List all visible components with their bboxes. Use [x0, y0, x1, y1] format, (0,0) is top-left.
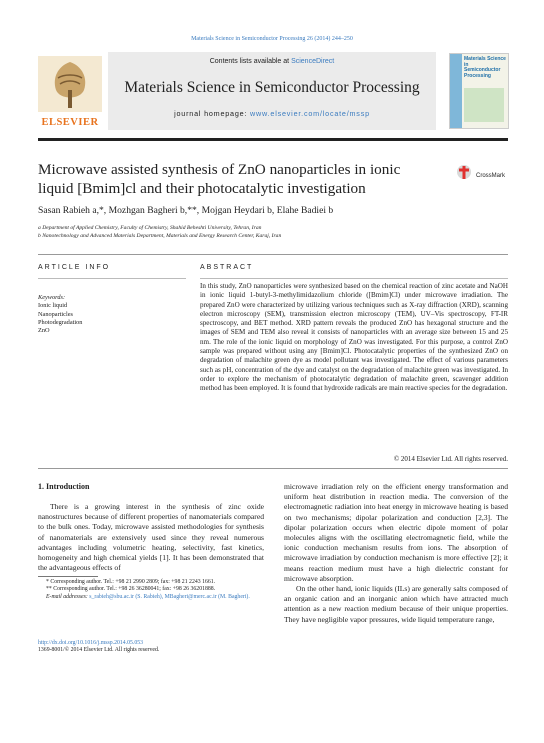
author-list[interactable]: Sasan Rabieh a,*, Mozhgan Bagheri b,**, Mojgan Heydari b, Elahe Badiei b: [38, 205, 334, 216]
footnotes: [38, 579, 264, 601]
abstract-heading: ABSTRACT: [200, 264, 254, 271]
intro-right-column: [284, 482, 508, 625]
issn-copyright: 1369-8001/© 2014 Elsevier Ltd. All rights reserved.: [38, 647, 160, 654]
crossmark-label: CrossMark: [476, 173, 506, 179]
publisher-name: ELSEVIER: [41, 117, 99, 128]
article-title: Microwave assisted synthesis of ZnO nanoparticles in ionic liquid [Bmim]cl and their photocatalytic investigation: [38, 161, 401, 197]
crossmark-badge[interactable]: [456, 164, 510, 182]
body-rule: [38, 468, 508, 469]
keywords-label: Keywords:: [38, 294, 66, 301]
info-subrule: [38, 278, 186, 279]
intro-right-paragraph-1: microwave irradiation rely on the efficient energy transformation and uniform heat distribution in reaction media. The conversion of the electromagnetic radiation into heat energy in microwave heating is based on two mechanisms; dipolar polarization and conduction [2,3]. The dipolar polarization occurs when electric dipole moment of polar molecules aligns with the oscillating electromagnetic field, while the ionic conduction mechanism results from ions. The absorption of microwave irradiation by conduction mechanism is more effective [2]; it means reaction medium must have a high dielectric constant for microwave absorption.: [284, 482, 508, 583]
keyword-item: Nanoparticles: [38, 310, 73, 318]
affiliation-a: a Department of Applied Chemistry, Faculty of Chemistry, Shahid Beheshti University, Tehran, Iran: [38, 225, 262, 231]
cover-title: Materials Science in Semiconductor Processing: [464, 56, 506, 79]
article-info-heading: ARTICLE INFO: [38, 264, 111, 271]
doi-block: [38, 640, 264, 655]
contents-line: Contents lists available at ScienceDirect: [209, 58, 335, 65]
elsevier-logo: [38, 56, 102, 126]
cover-stripe: [450, 54, 462, 128]
journal-citation[interactable]: Materials Science in Semiconductor Processing 26 (2014) 244–250: [191, 36, 353, 42]
keywords-block: [38, 294, 178, 335]
journal-homepage-line: journal homepage: www.elsevier.com/locate/mssp: [174, 109, 370, 118]
abstract-text: In this study, ZnO nanoparticles were synthesized based on the chemical reaction of zinc acetate and NaOH in ionic liquid 1-butyl-3-methylimidazolium chloride ([Bmim]Cl) under microwave irradiation. The prepared ZnO were characterized by utilizing various techniques such as X-ray diffraction (XRD), scanning electron microscopy (SEM), transmission electron microscopy (TEM), UV–Vis spectroscopy, FT-IR spectroscopy, and BET method. XRD pattern reveals the produced ZnO has hexagonal structure and the images of SEM and TEM also reveal it consists of nanoparticles with an average size between 15 and 25 nm. The role of the ionic liquid on morphology of ZnO was investigated. For this purpose, a control ZnO sample was prepared without using any [Bmim]Cl. Photocatalytic properties of the synthesized ZnO on degradation of malachite green dye as model pollutant was investigated. The effect of various parameters such as pH, concentration of the dye and catalyst on the degradation of malachite green was investigated. In order to explore the mechanism of photocatalytic degradation of malachite green, scavenger addition method has been employed. It is found that hydroxide radicals are main reactive species for the degradation.: [200, 282, 508, 393]
journal-header-box: [108, 52, 436, 130]
intro-right-paragraph-2: On the other hand, ionic liquids (ILs) are generally salts composed of an organic cation and an inorganic anion which have attracted much attention as a new reaction medium because of their unique properties. They have negligible vapor pressures, wide liquid temperature range,: [284, 584, 508, 624]
cover-graphic: [464, 88, 504, 122]
email-links[interactable]: s_rabieh@sbu.ac.ir (S. Rabieh), MBagheri@merc.ac.ir (M. Bagheri).: [89, 593, 250, 600]
keyword-item: Photodegradation: [38, 318, 83, 326]
affiliations: [38, 224, 508, 241]
journal-cover-image: [449, 53, 509, 129]
info-rule: [38, 254, 508, 255]
footnote-corresponding-1: * Corresponding author. Tel.: +98 21 2990 2809; fax: +98 21 2243 1661.: [46, 579, 216, 585]
doi-link[interactable]: http://dx.doi.org/10.1016/j.mssp.2014.05.053: [38, 640, 144, 646]
sciencedirect-link[interactable]: ScienceDirect: [291, 58, 335, 65]
keyword-item: ZnO: [38, 327, 50, 335]
intro-left-column: There is a growing interest in the synthesis of zinc oxide nanostructures because of different properties of nanomaterials compared to the bulk ones. Today, microwave assisted methodologies for synthesis of nanomaterials are extensively used since they reveal numerous advantages including volumetric heating, selectivity, fast kinetics, homogeneity and high chemical yields [1]. It has been demonstrated that the advantageous effects of: [38, 502, 264, 573]
footnote-corresponding-2: ** Corresponding author. Tel.: +98 26 36280041; fax: +98 26 36201888.: [46, 586, 216, 593]
introduction-heading: 1. Introduction: [38, 482, 90, 491]
affiliation-b: b Nanotechnology and Advanced Materials Department, Materials and Energy Research Center, Karaj, Iran: [38, 233, 282, 240]
journal-name: Materials Science in Semiconductor Processing: [124, 79, 420, 96]
footnote-emails[interactable]: E-mail addresses: s_rabieh@sbu.ac.ir (S. Rabieh), MBagheri@merc.ac.ir (M. Bagheri).: [46, 593, 250, 600]
abstract-subrule: [200, 278, 508, 279]
keyword-item: Ionic liquid: [38, 302, 68, 310]
header-rule: [38, 138, 508, 141]
homepage-link[interactable]: www.elsevier.com/locate/mssp: [250, 109, 370, 118]
copyright-notice: © 2014 Elsevier Ltd. All rights reserved.: [393, 455, 508, 463]
footnote-rule: [38, 576, 98, 577]
